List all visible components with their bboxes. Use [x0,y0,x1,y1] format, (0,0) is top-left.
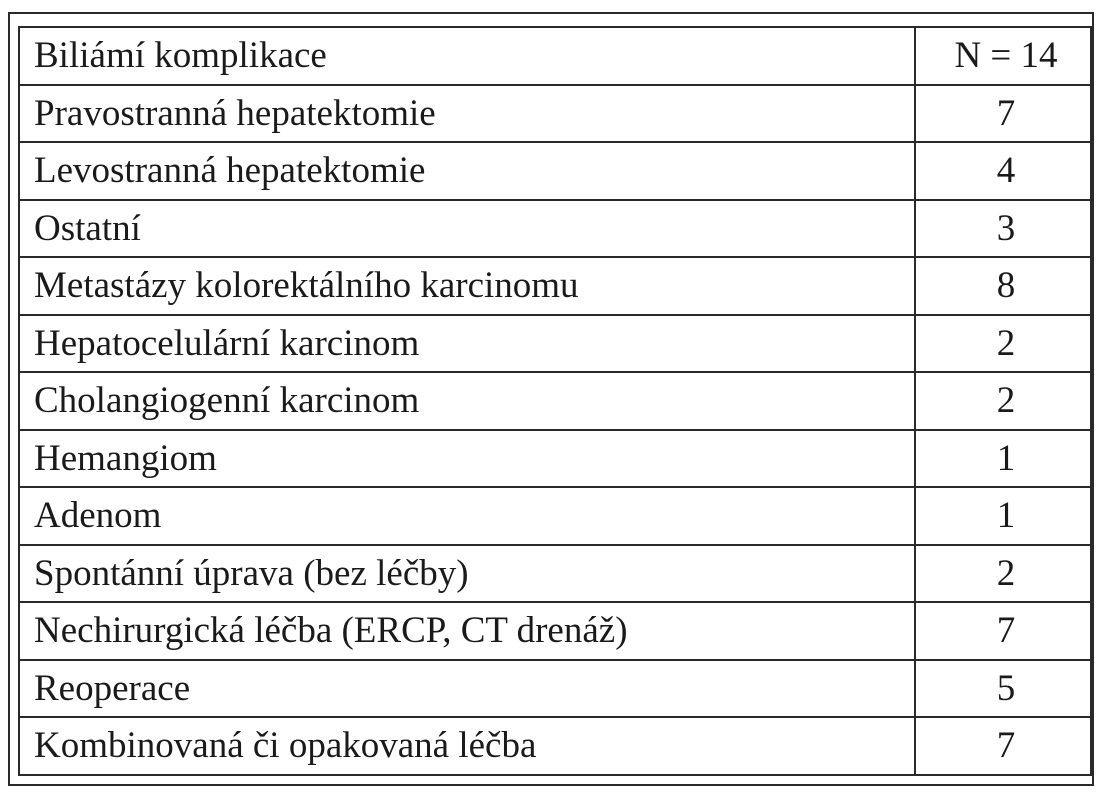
row-value-cell: 2 [915,315,1091,373]
table-header-row [19,27,1091,85]
table-row [19,545,1091,603]
header-value-cell: N = 14 [915,27,1091,85]
header-label-cell: Biliámí komplikace [19,27,915,85]
table-row [19,372,1091,430]
row-label-cell: Reoperace [19,660,915,718]
row-value-cell: 7 [915,602,1091,660]
table-row [19,315,1091,373]
row-value-cell: 2 [915,372,1091,430]
table-row [19,487,1091,545]
row-value-cell: 1 [915,487,1091,545]
table-row [19,142,1091,200]
row-value-cell: 8 [915,257,1091,315]
table-row [19,717,1091,775]
row-label-cell: Nechirurgická léčba (ERCP, CT drenáž) [19,602,915,660]
biliary-complications-table [18,26,1092,776]
row-label-cell: Spontánní úprava (bez léčby) [19,545,915,603]
row-label-cell: Levostranná hepatektomie [19,142,915,200]
table-row [19,602,1091,660]
row-value-cell: 2 [915,545,1091,603]
table-row [19,430,1091,488]
row-label-cell: Ostatní [19,200,915,258]
row-value-cell: 4 [915,142,1091,200]
row-label-cell: Metastázy kolorektálního karcinomu [19,257,915,315]
row-value-cell: 1 [915,430,1091,488]
row-value-cell: 7 [915,717,1091,775]
row-label-cell: Hemangiom [19,430,915,488]
row-label-cell: Adenom [19,487,915,545]
row-value-cell: 7 [915,85,1091,143]
table-row [19,85,1091,143]
row-label-cell: Pravostranná hepatektomie [19,85,915,143]
row-value-cell: 5 [915,660,1091,718]
row-label-cell: Cholangiogenní karcinom [19,372,915,430]
table-row [19,200,1091,258]
row-label-cell: Kombinovaná či opakovaná léčba [19,717,915,775]
table-row [19,257,1091,315]
row-value-cell: 3 [915,200,1091,258]
table-row [19,660,1091,718]
row-label-cell: Hepatocelulární karcinom [19,315,915,373]
